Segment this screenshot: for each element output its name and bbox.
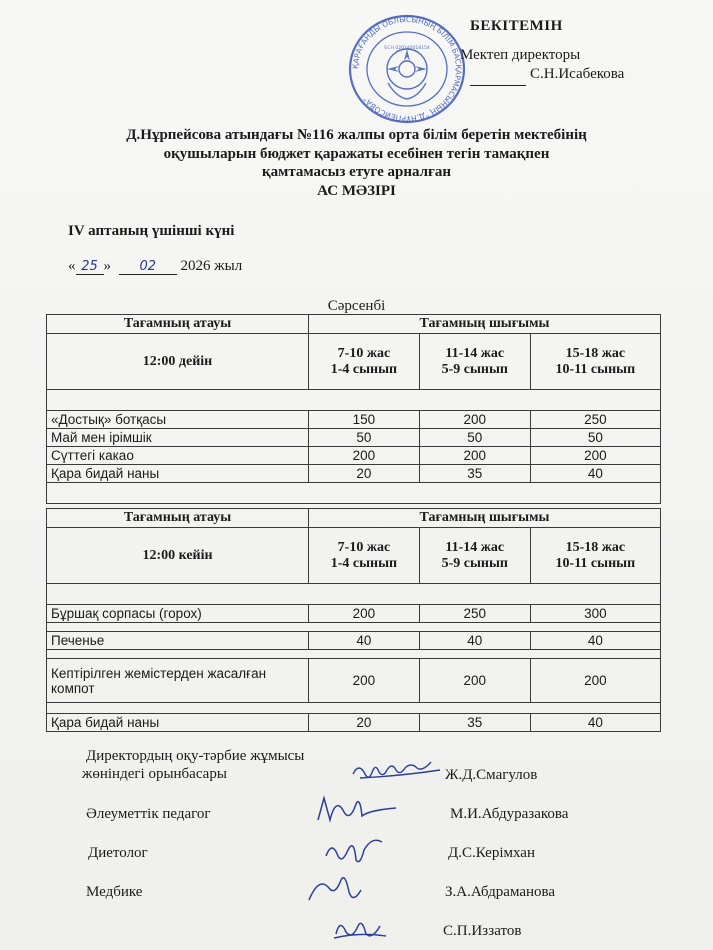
header-dish-yield: Тағамның шығымы (309, 315, 661, 334)
table-header-row (47, 315, 661, 334)
header-dish-name: Тағамның атауы (47, 509, 309, 528)
table-row (47, 483, 661, 504)
signer-role-4: Медбике (86, 884, 143, 900)
table-row (47, 623, 661, 632)
date-month: 02 (119, 259, 177, 275)
date-open-quote: « (68, 258, 76, 274)
signer-role-1b: жөніндегі орынбасары (82, 766, 227, 782)
signature-mark-2 (310, 790, 400, 830)
age-group-1: 7-10 жас 1-4 сынып (309, 528, 420, 584)
date-close-quote: » (103, 258, 111, 274)
svg-text:ҚАРАҒАНДЫ ОБЛЫСЫНЫҢ БІЛІМ БАСҚ (351, 15, 463, 123)
age-group-2: 11-14 жас 5-9 сынып (419, 334, 530, 390)
table-row (47, 703, 661, 714)
signature-mark-5 (330, 914, 390, 944)
signature-mark-4 (305, 870, 365, 908)
table-row (47, 584, 661, 605)
signer-role-3: Диетолог (88, 845, 148, 861)
table-row (47, 650, 661, 659)
date-year: 2026 жыл (180, 258, 243, 274)
title-line-2: оқушыларын бюджет қаражаты есебінен тегін тамақпен (163, 146, 550, 162)
table-group-row (47, 334, 661, 390)
approval-signature-line (470, 85, 526, 86)
menu-table-before-noon (46, 314, 661, 504)
signer-name-4: З.А.Абдраманова (445, 884, 556, 900)
age-group-1: 7-10 жас 1-4 сынып (309, 334, 420, 390)
table-header-row (47, 509, 661, 528)
signer-name-5: С.П.Иззатов (443, 923, 522, 939)
date-line (68, 258, 242, 275)
official-seal (346, 13, 468, 125)
approval-title: БЕКІТЕМІН (470, 18, 563, 34)
day-name: Сәрсенбі (327, 298, 386, 314)
approval-role: Мектеп директоры (460, 47, 581, 63)
seal-small-text: БСН 020340018154 (384, 46, 430, 51)
document-title: АС МӘЗІРІ (317, 183, 396, 199)
table-row: Қара бидай наны 20 35 40 (47, 465, 661, 483)
table-row: Кептірілген жемістерден жасалған компот 200 200 200 (47, 659, 661, 703)
age-group-3: 15-18 жас 10-11 сынып (530, 528, 660, 584)
signer-role-2: Әлеуметтік педагог (86, 806, 211, 822)
signer-name-1: Ж.Д.Смагулов (445, 767, 538, 783)
signer-name-2: М.И.Абдуразакова (450, 806, 569, 822)
menu-table-after-noon (46, 508, 661, 732)
time-label: 12:00 кейін (47, 528, 309, 584)
table-row (47, 390, 661, 411)
date-day: 25 (76, 259, 104, 275)
age-group-3: 15-18 жас 10-11 сынып (530, 334, 660, 390)
header-dish-yield: Тағамның шығымы (309, 509, 661, 528)
week-day-label: IV аптаның үшінші күні (68, 223, 235, 239)
table-row: Бұршақ сорпасы (горох) 200 250 300 (47, 605, 661, 623)
approval-name: С.Н.Исабекова (530, 66, 625, 82)
age-group-2: 11-14 жас 5-9 сынып (419, 528, 530, 584)
table-row: Қара бидай наны 20 35 40 (47, 714, 661, 732)
table-row: Сүттегі какао 200 200 200 (47, 447, 661, 465)
signer-name-3: Д.С.Керімхан (448, 845, 535, 861)
table-row: «Достық» ботқасы 150 200 250 (47, 411, 661, 429)
table-group-row (47, 528, 661, 584)
seal-text: ҚАРАҒАНДЫ ОБЛЫСЫНЫҢ БІЛІМ БАСҚАРМАСЫНЫҢ "Д.НҰРПЕЙСОВА" (350, 14, 464, 124)
signature-mark-3 (320, 832, 390, 870)
title-line-1: Д.Нұрпейсова атындағы №116 жалпы орта білім беретін мектебінің (126, 127, 587, 143)
header-dish-name: Тағамның атауы (47, 315, 309, 334)
title-line-3: қамтамасыз етуге арналған (261, 164, 451, 180)
signer-role-1a: Директордың оқу-тәрбие жұмысы (86, 748, 305, 764)
table-row: Печенье 40 40 40 (47, 632, 661, 650)
table-row: Май мен ірімшік 50 50 50 (47, 429, 661, 447)
time-label: 12:00 дейін (47, 334, 309, 390)
signature-mark-1 (350, 760, 445, 782)
